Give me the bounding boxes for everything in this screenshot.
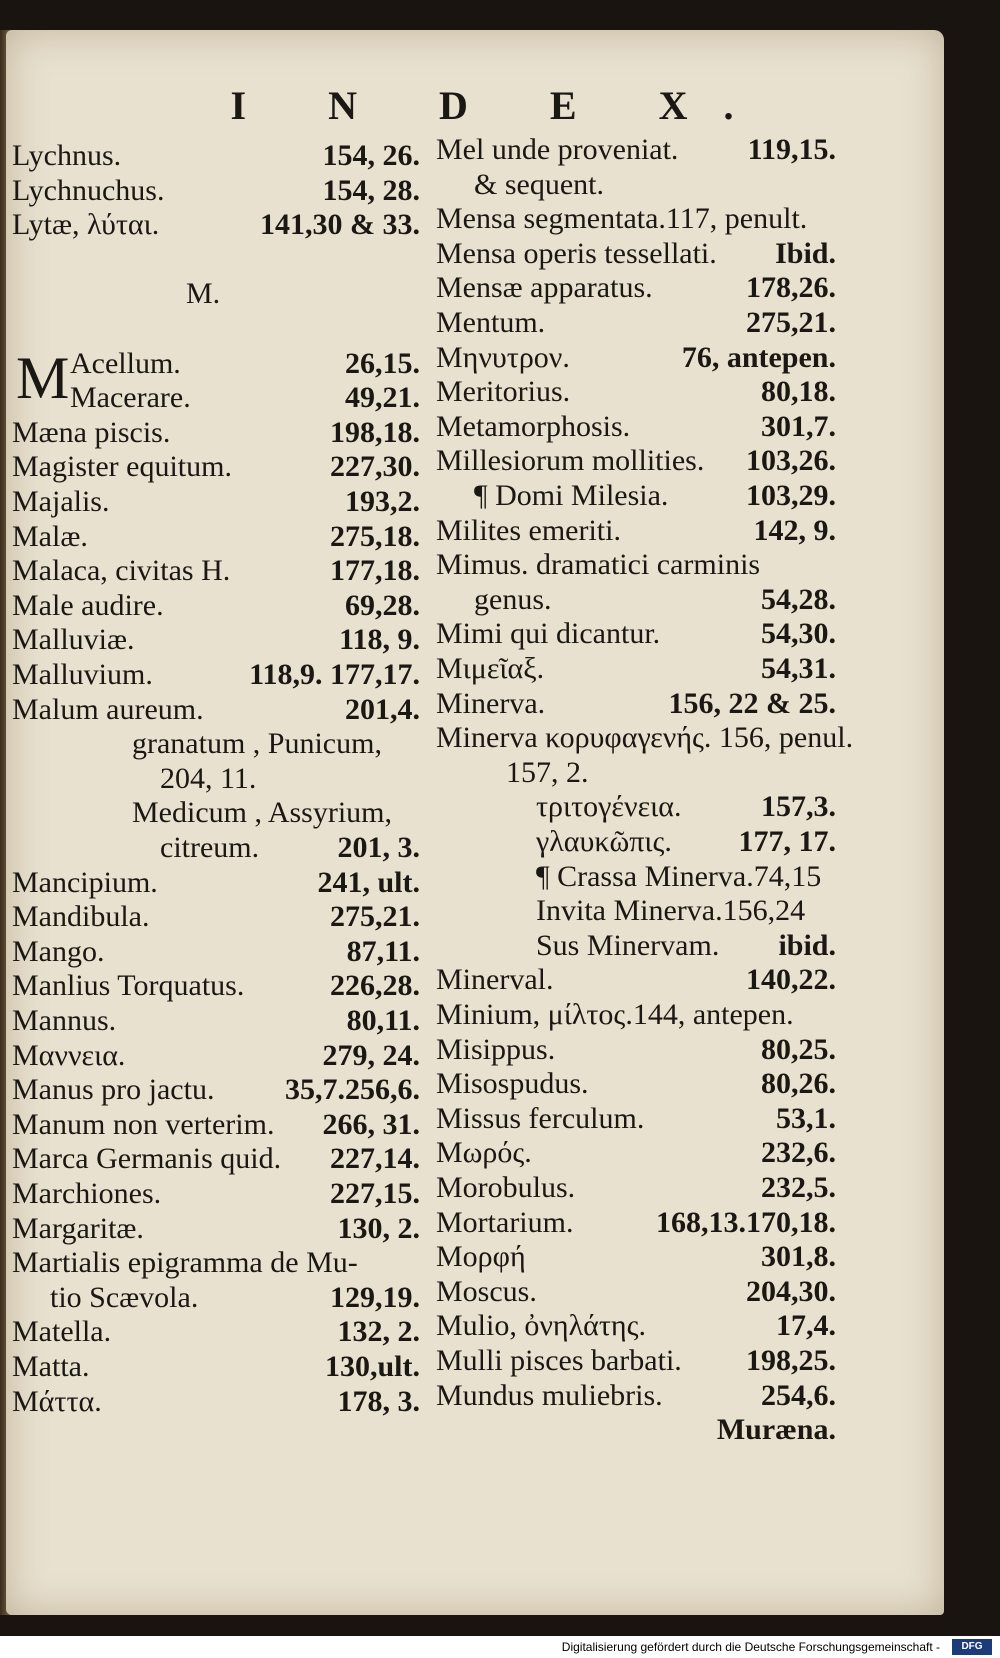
index-entry <box>436 236 836 272</box>
index-entry <box>70 346 420 382</box>
entry-term: Matta. <box>12 1350 90 1383</box>
entry-reference: 103,26. <box>746 444 836 478</box>
index-entry <box>536 928 836 964</box>
entry-reference: 156, 22 & 25. <box>668 686 836 720</box>
entry-reference: 227,30. <box>330 450 420 484</box>
index-entry <box>12 1003 420 1039</box>
entry-reference: 266, 31. <box>322 1107 420 1141</box>
entry-term: Missus ferculum. <box>436 1101 645 1135</box>
index-entry <box>12 242 420 278</box>
index-entry <box>436 1101 836 1137</box>
entry-term: Mimi qui dicantur. <box>436 617 661 651</box>
entry-term: Μάττα. <box>12 1384 102 1418</box>
index-entry <box>12 138 420 174</box>
entry-reference: 177, 17. <box>738 825 836 858</box>
entry-reference: 232,6. <box>761 1136 836 1170</box>
entry-term: 204, 11. <box>160 761 257 795</box>
entry-reference: 119,15. <box>747 133 836 166</box>
entry-reference: 17,4. <box>776 1309 836 1343</box>
entry-reference: 53,1. <box>776 1101 836 1135</box>
index-entry <box>12 934 420 970</box>
entry-reference: ibid. <box>778 928 836 962</box>
index-entry <box>50 1280 420 1316</box>
index-entry <box>12 484 420 520</box>
entry-reference: 157,3. <box>761 790 836 824</box>
entry-reference: 69,28. <box>345 588 420 622</box>
entry-term: & sequent. <box>474 167 604 201</box>
entry-reference: 168,13.170,18. <box>656 1205 836 1239</box>
index-entry <box>436 1343 836 1379</box>
entry-reference: 49,21. <box>345 381 420 415</box>
index-entry <box>436 547 836 583</box>
entry-term: Martialis epigramma de Mu- <box>12 1246 358 1280</box>
index-entry <box>436 997 836 1033</box>
entry-term: Mentum. <box>436 306 546 339</box>
index-entry <box>12 1314 420 1350</box>
section-letter: M. <box>186 277 221 311</box>
index-entry <box>436 1032 836 1068</box>
index-entry <box>436 340 836 376</box>
index-entry <box>436 132 836 168</box>
entry-term: ¶ Domi Milesia. <box>474 479 669 512</box>
index-entry <box>12 553 420 589</box>
entry-reference: 132, 2. <box>337 1315 420 1349</box>
entry-reference: 129,19. <box>330 1280 420 1314</box>
entry-reference: 227,15. <box>330 1177 420 1210</box>
entry-reference: 279, 24. <box>322 1038 420 1072</box>
index-entry <box>436 616 836 652</box>
index-entry <box>436 1066 836 1102</box>
entry-reference: 154, 26. <box>322 139 420 172</box>
entry-term: ¶ Crassa Minerva.74,15 <box>536 859 822 893</box>
index-entry <box>436 1239 836 1275</box>
index-entry <box>436 443 836 479</box>
entry-reference: 178,26. <box>746 271 836 305</box>
entry-term: Manlius Torquatus. <box>12 969 245 1003</box>
entry-reference: 140,22. <box>746 963 836 997</box>
index-entry <box>436 270 836 306</box>
index-entry <box>436 686 836 722</box>
entry-term: Μωρός. <box>436 1136 532 1170</box>
index-entry <box>12 1107 420 1143</box>
dfg-logo: DFG <box>952 1639 992 1655</box>
index-entry <box>132 795 420 831</box>
index-entry <box>474 582 836 618</box>
index-entry <box>12 899 420 935</box>
entry-term: tio Scævola. <box>50 1280 199 1314</box>
index-entry <box>12 1245 420 1281</box>
page-header: I N D E X. <box>230 83 770 128</box>
index-entry <box>474 167 836 203</box>
entry-term: Mulli pisces barbati. <box>436 1344 682 1377</box>
index-entry <box>12 865 420 901</box>
index-entry <box>132 726 420 762</box>
entry-reference: 254,6. <box>761 1378 836 1412</box>
entry-term: Morobulus. <box>436 1171 576 1204</box>
index-entry <box>436 1308 836 1344</box>
index-entry <box>436 374 836 410</box>
entry-reference: 54,30. <box>761 617 836 651</box>
entry-reference: 232,5. <box>761 1171 836 1204</box>
entry-term: Mancipium. <box>12 865 158 899</box>
entry-term: 157, 2. <box>506 755 589 789</box>
index-entry <box>536 859 836 895</box>
index-entry <box>160 761 420 797</box>
index-entry <box>12 588 420 624</box>
index-entry <box>70 380 420 416</box>
entry-term: Metamorphosis. <box>436 409 631 443</box>
entry-term: Milites emeriti. <box>436 513 621 547</box>
entry-term: Mannus. <box>12 1004 117 1037</box>
entry-term: Mortarium. <box>436 1205 574 1239</box>
entry-term: genus. <box>474 582 552 616</box>
index-entry <box>436 720 854 756</box>
index-entry <box>12 692 420 728</box>
index-entry <box>436 1135 836 1171</box>
entry-term: Lychnuchus. <box>12 173 165 207</box>
index-entry <box>12 968 420 1004</box>
entry-term: Minerva. <box>436 686 546 720</box>
entry-term: Matella. <box>12 1315 112 1349</box>
entry-term: Malæ. <box>12 519 88 553</box>
entry-term: Μιμεῖαξ. <box>436 652 545 685</box>
index-entry <box>436 962 836 998</box>
entry-term: τριτογένεια. <box>536 790 682 824</box>
entry-term: Marca Germanis quid. <box>12 1142 282 1176</box>
entry-reference: 54,31. <box>761 652 836 685</box>
entry-term: Moscus. <box>436 1274 537 1308</box>
entry-term: Manus pro jactu. <box>12 1073 215 1107</box>
entry-reference: 54,28. <box>761 582 836 616</box>
index-entry <box>536 824 836 860</box>
index-entry <box>12 657 420 693</box>
footer-credit: Digitalisierung gefördert durch die Deutsche Forschungsgemeinschaft - <box>0 1636 1000 1658</box>
entry-term: Meritorius. <box>436 375 571 409</box>
entry-reference: 118,9. 177,17. <box>249 658 420 691</box>
entry-term: Medicum , Assyrium, <box>132 796 392 830</box>
entry-term: Minium, μίλτος.144, antepen. <box>436 998 794 1031</box>
index-entry <box>536 789 836 825</box>
entry-term: Malum aureum. <box>12 692 204 726</box>
index-entry <box>436 1274 836 1310</box>
entry-reference: 130, 2. <box>337 1211 420 1245</box>
entry-reference: Ibid. <box>775 236 836 270</box>
index-entry <box>436 513 836 549</box>
entry-term: γλαυκῶπις. <box>536 825 672 858</box>
entry-reference: 35,7.256,6. <box>285 1073 420 1107</box>
index-entry <box>12 1038 420 1074</box>
entry-reference: 142, 9. <box>753 513 836 547</box>
entry-reference: 201,4. <box>345 692 420 726</box>
entry-reference: 178, 3. <box>337 1384 420 1418</box>
index-entry <box>12 1349 420 1385</box>
entry-reference: 154, 28. <box>322 173 420 207</box>
entry-term: Μορφή <box>436 1240 526 1274</box>
index-entry <box>12 311 420 347</box>
entry-term: Acellum. <box>70 346 181 380</box>
entry-reference: 87,11. <box>346 934 420 968</box>
entry-reference: 275,21. <box>746 306 836 339</box>
index-entry <box>436 1205 836 1241</box>
entry-term: Macerare. <box>70 381 191 415</box>
entry-reference: 141,30 & 33. <box>260 208 420 242</box>
entry-reference: 130,ult. <box>324 1350 420 1383</box>
entry-reference: 80,26. <box>761 1067 836 1101</box>
entry-reference: 198,25. <box>746 1344 836 1377</box>
entry-reference: 275,21. <box>330 900 420 934</box>
entry-term: Mensa operis tessellati. <box>436 236 717 270</box>
entry-term: Majalis. <box>12 485 110 518</box>
entry-term: Minerva κορυφαγενής. 156, penul. <box>436 721 854 755</box>
entry-term: Μαννεια. <box>12 1038 126 1072</box>
entry-reference: 198,18. <box>330 415 420 449</box>
entry-term: Magister equitum. <box>12 450 232 484</box>
index-entry <box>12 173 420 209</box>
entry-term: Mæna piscis. <box>12 415 171 449</box>
index-entry <box>12 1072 420 1108</box>
entry-term: Male audire. <box>12 588 164 622</box>
entry-term: Lychnus. <box>12 139 122 172</box>
entry-term: Mandibula. <box>12 900 150 934</box>
entry-term: Μηνυτρον. <box>436 340 570 374</box>
index-entry <box>436 651 836 687</box>
index-entry <box>12 1176 420 1212</box>
entry-reference: 26,15. <box>345 346 420 380</box>
entry-reference: 80,18. <box>761 375 836 409</box>
entry-term: Marchiones. <box>12 1177 162 1210</box>
index-entry <box>12 1141 420 1177</box>
entry-reference: 241, ult. <box>317 865 420 899</box>
entry-term: Manum non verterim. <box>12 1107 275 1141</box>
entry-term: citreum. <box>160 831 260 864</box>
drop-capital: M <box>16 345 70 411</box>
entry-term: Mel unde proveniat. <box>436 133 679 166</box>
entry-term: granatum , Punicum, <box>132 727 382 761</box>
entry-reference: 177,18. <box>330 554 420 588</box>
entry-reference: 275,18. <box>330 519 420 553</box>
index-entry <box>12 622 420 658</box>
entry-reference: 103,29. <box>746 479 836 512</box>
index-entry <box>436 1412 836 1448</box>
index-entry <box>436 1378 836 1414</box>
index-entry <box>506 755 836 791</box>
index-entry <box>536 893 836 929</box>
entry-reference: 118, 9. <box>339 623 420 657</box>
entry-term: Malaca, civitas H. <box>12 554 231 588</box>
entry-term: Mimus. dramatici carminis <box>436 548 761 582</box>
entry-term: Lytæ, λύται. <box>12 208 160 242</box>
entry-term: Misippus. <box>436 1032 556 1066</box>
index-entry <box>436 305 836 341</box>
entry-term: Mulio, ὀνηλάτης. <box>436 1309 646 1343</box>
entry-term: Mango. <box>12 934 105 968</box>
index-entry <box>12 519 420 555</box>
entry-term: Invita Minerva.156,24 <box>536 894 806 928</box>
index-entry <box>12 276 420 312</box>
index-entry <box>160 830 420 866</box>
index-entry <box>12 449 420 485</box>
entry-reference: 201, 3. <box>337 831 420 864</box>
index-entry <box>12 415 420 451</box>
entry-reference: 204,30. <box>746 1274 836 1308</box>
index-entry <box>436 201 836 237</box>
entry-reference: 227,14. <box>330 1142 420 1176</box>
entry-reference: Muræna. <box>716 1413 836 1447</box>
entry-term: Minerval. <box>436 963 554 997</box>
entry-term: Sus Minervam. <box>536 928 720 962</box>
entry-reference: 76, antepen. <box>681 340 836 374</box>
entry-reference: 193,2. <box>345 485 420 518</box>
entry-term: Malluviæ. <box>12 623 135 657</box>
entry-term: Misospudus. <box>436 1067 589 1101</box>
index-entry <box>436 409 836 445</box>
index-entry <box>12 207 420 243</box>
entry-term: Mensæ apparatus. <box>436 271 653 305</box>
entry-term: Margaritæ. <box>12 1211 144 1245</box>
index-entry <box>12 1384 420 1420</box>
entry-term: Mundus muliebris. <box>436 1378 663 1412</box>
index-entry <box>12 1211 420 1247</box>
entry-term: Mensa segmentata.117, penult. <box>436 202 808 236</box>
entry-reference: 80,25. <box>761 1032 836 1066</box>
entry-term: Millesiorum mollities. <box>436 444 705 478</box>
index-entry <box>436 1170 836 1206</box>
entry-reference: 226,28. <box>330 969 420 1003</box>
index-entry <box>474 478 836 514</box>
entry-reference: 80,11. <box>346 1004 420 1037</box>
entry-reference: 301,7. <box>761 409 836 443</box>
entry-reference: 301,8. <box>761 1240 836 1274</box>
entry-term: Malluvium. <box>12 658 153 691</box>
